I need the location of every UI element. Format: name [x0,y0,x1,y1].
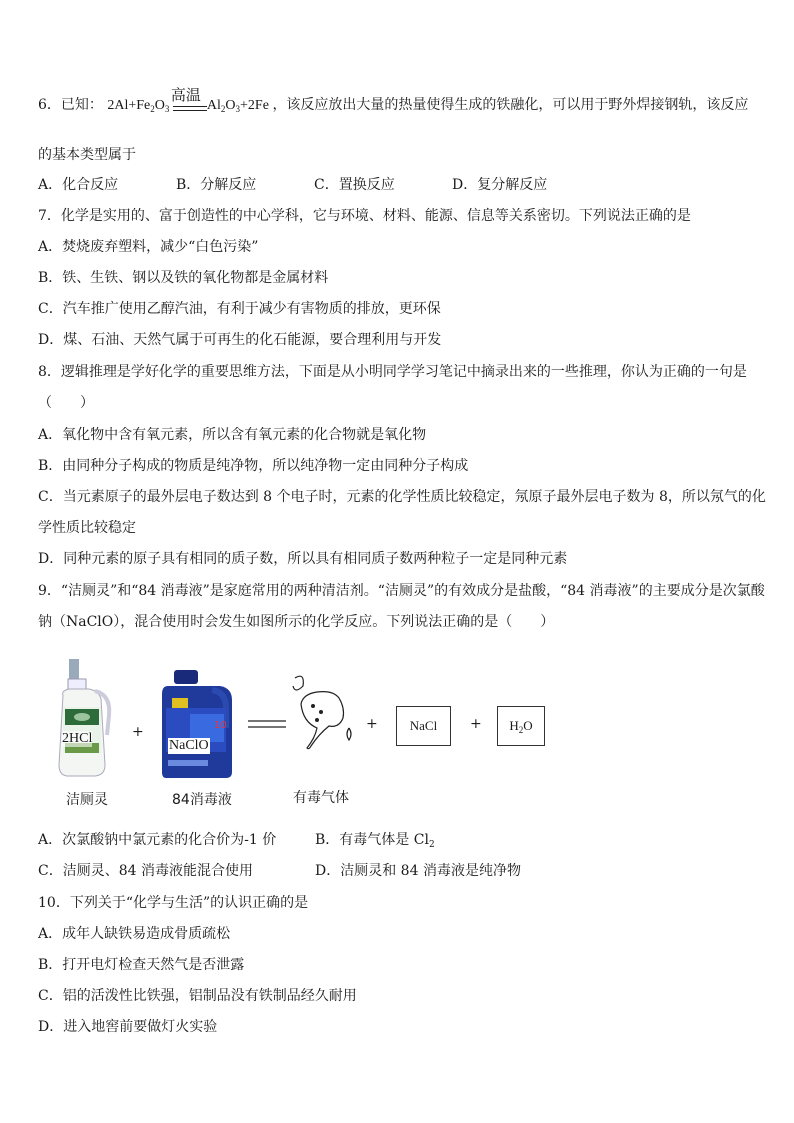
q8-answer-paren: （ ） [38,395,94,411]
sub: 2 [428,840,435,850]
q9-option-d[interactable]: D．洁厕灵和 84 消毒液是纯净物 [315,863,521,879]
condition-label: 高温 [170,88,201,104]
q9-stem-line1: 9．“洁厕灵”和“84 消毒液”是家庭常用的两种清洁剂。“洁厕灵”的有效成分是盐酸，“84 消毒液”的主要成分是次氯酸 [38,583,765,599]
q9-option-b[interactable] [315,830,435,850]
q8-option-c-cont: 学性质比较稳定 [38,520,136,536]
nacl-box: NaCl [396,706,451,746]
sub: 3 [164,104,170,114]
q7-option-d[interactable]: D．煤、石油、天然气属于可再生的化石能源，要合理利用与开发 [38,332,442,348]
q6-equation: $2Al+Fe_2O_3$ 高温 $Al_2O_3+2Fe$ [107,88,269,114]
bottle2-caption: 84消毒液 [172,792,232,808]
q6-option-b[interactable]: B．分解反应 [176,177,257,193]
q6-option-a[interactable]: A．化合反应 [38,177,119,193]
q9-option-a[interactable]: A．次氯酸钠中氯元素的化合价为-1 价 [38,832,277,848]
q6-stem-line2: 的基本类型属于 [38,147,136,163]
q9-option-b-text: B．有毒气体是 Cl [315,832,429,848]
plus-sign-1: + [132,724,144,740]
bottle2-formula: NaClO [169,738,209,753]
q6-option-d[interactable]: D．复分解反应 [452,177,548,193]
q8-option-c[interactable]: C．当元素原子的最外层电子数达到 8 个电子时，元素的化学性质比较稳定，氖原子最外层电子数为 8，所以氖气的化 [38,489,766,505]
bottle1-formula: 2HCl [62,731,93,746]
sub: 2 [150,104,155,114]
plus-sign-3: + [470,716,482,732]
q9-options-row2 [38,861,521,881]
sub: 3 [235,104,241,114]
q10-stem: 10．下列关于“化学与生活”的认识正确的是 [38,895,309,911]
q6-products: Al [206,98,221,113]
q9-option-c[interactable]: C．洁厕灵、84 消毒液能混合使用 [38,863,253,879]
svg-text:10: 10 [214,720,227,731]
gas-caption: 有毒气体 [293,790,349,806]
q6-product2: +2Fe [240,98,269,113]
disinfectant-bottle-image [160,668,240,783]
q9-stem-line2: 钠（NaClO），混合使用时会发生如图所示的化学反应。下列说法正确的是（ ） [38,614,555,630]
q10-option-b[interactable]: B．打开电灯检查天然气是否泄露 [38,957,245,973]
q10-option-d[interactable]: D．进入地窖前要做灯火实验 [38,1019,218,1035]
q8-option-a[interactable]: A．氧化物中含有氧元素，所以含有氧元素的化合物就是氧化物 [38,427,427,443]
q10-option-c[interactable]: C．铝的活泼性比铁强，铝制品没有铁制品经久耐用 [38,988,357,1004]
q9-options-row1 [38,830,435,850]
double-line-equals [248,718,288,732]
q8-option-d[interactable]: D．同种元素的原子具有相同的质子数，所以具有相同质子数两种粒子一定是同种元素 [38,551,568,567]
q7-option-a[interactable]: A．焚烧废弃塑料，减少“白色污染” [38,239,259,255]
q8-stem: 8．逻辑推理是学好化学的重要思维方法，下面是从小明同学学习笔记中摘录出来的一些推理，你认为正确的一句是 [38,364,747,380]
toxic-gas-cloud-icon [283,668,363,758]
sub: 2 [518,725,524,735]
q6-rest: ，该反应放出大量的热量使得生成的铁融化，可以用于野外焊接钢轨，该反应 [272,97,749,113]
toilet-cleaner-bottle-image [55,655,115,780]
q6-prefix: 6．已知： [38,97,103,113]
q7-option-b[interactable]: B．铁、生铁、钢以及铁的氧化物都是金属材料 [38,270,329,286]
q7-option-c[interactable]: C．汽车推广使用乙醇汽油，有利于减少有害物质的排放，更环保 [38,301,441,317]
reaction-condition [170,88,207,116]
q7-stem: 7．化学是实用的、富于创造性的中心学科，它与环境、材料、能源、信息等关系密切。下列说法正确的是 [38,208,691,224]
plus-sign-2: + [366,716,378,732]
q6-stem-line1 [38,88,749,116]
water-o: O [523,718,533,733]
q10-option-a[interactable]: A．成年人缺铁易造成骨质疏松 [38,926,231,942]
water-h: H [509,718,519,733]
water-box [497,706,545,746]
q8-option-b[interactable]: B．由同种分子构成的物质是纯净物，所以纯净物一定由同种分子构成 [38,458,469,474]
q6-options [38,175,547,195]
q6-option-c[interactable]: C．置换反应 [314,177,395,193]
bottle1-caption: 洁厕灵 [66,792,108,808]
equals-bar [173,106,207,111]
sub: 2 [220,104,226,114]
q6-reactants: 2Al+Fe [107,98,151,113]
